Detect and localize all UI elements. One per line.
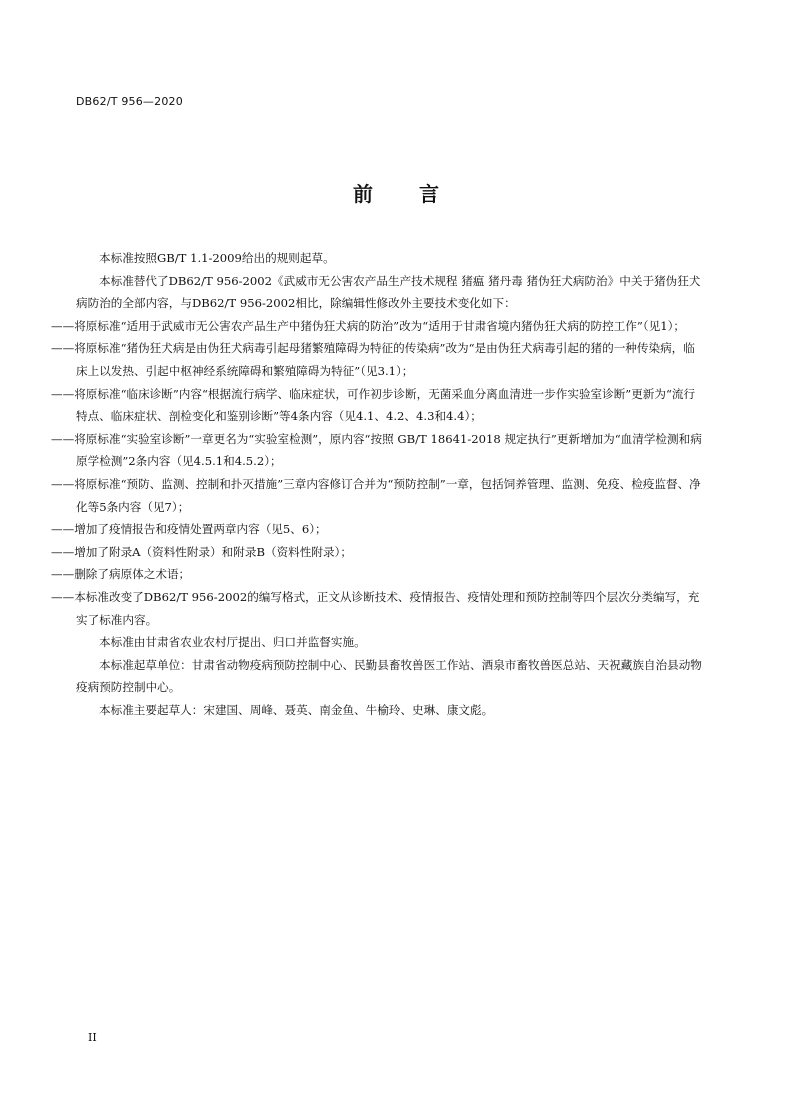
page-number: II bbox=[88, 1031, 97, 1044]
paragraph-drafting-units: 本标准起草单位：甘肃省动物疫病预防控制中心、民勤县畜牧兽医工作站、酒泉市畜牧兽医总站、天祝藏族自治县动物疫病预防控制中心。 bbox=[76, 657, 702, 695]
document-code: DB62/T 956—2020 bbox=[76, 95, 183, 108]
change-item: ——增加了附录A（资料性附录）和附录B（资料性附录）； bbox=[51, 544, 352, 559]
paragraph-replacement: 本标准替代了DB62/T 956-2002《武威市无公害农产品生产技术规程 猪瘟 猪丹毒 猪伪狂犬病防治》中关于猪伪狂犬病防治的全部内容，与DB62/T 956-2002相比，除编辑性修改外主要技术变化如下： bbox=[76, 273, 701, 311]
foreword-body bbox=[51, 247, 702, 721]
change-item: ——将原标准“适用于武威市无公害农产品生产中猪伪狂犬病的防治”改为“适用于甘肃省境内猪伪狂犬病的防控工作”（见1）； bbox=[51, 318, 685, 333]
change-item: ——将原标准“预防、监测、控制和扑灭措施”三章内容修订合并为“预防控制”一章，包括饲养管理、监测、免疫、检疫监督、净化等5条内容（见7）； bbox=[51, 476, 701, 514]
paragraph-drafters: 本标准主要起草人：宋建国、周峰、聂英、南金鱼、牛榆玲、史琳、康文彪。 bbox=[99, 702, 494, 717]
paragraph-proposer: 本标准由甘肃省农业农村厅提出、归口并监督实施。 bbox=[99, 635, 366, 650]
change-item: ——增加了疫情报告和疫情处置两章内容（见5、6）； bbox=[51, 522, 327, 537]
change-item: ——本标准改变了DB62/T 956-2002的编写格式，正文从诊断技术、疫情报告、疫情处理和预防控制等四个层次分类编写，充实了标准内容。 bbox=[51, 589, 700, 627]
paragraph-drafting-rules: 本标准按照GB/T 1.1-2009给出的规则起草。 bbox=[99, 251, 335, 265]
page-title: 前言 bbox=[353, 182, 485, 206]
change-item: ——将原标准“实验室诊断”一章更名为“实验室检测”，原内容“按照 GB/T 18641-2018 规定执行”更新增加为“血清学检测和病原学检测”2条内容（见4.5.1和4.5.2）； bbox=[51, 431, 702, 469]
change-item: ——删除了病原体之术语； bbox=[51, 567, 191, 582]
change-item: ——将原标准“临床诊断”内容“根据流行病学、临床症状，可作初步诊断，无菌采血分离血清进一步作实验室诊断”更新为“流行特点、临床症状、剖检变化和鉴别诊断”等4条内容（见4.1、4.2、4.3和4.4）； bbox=[51, 386, 696, 424]
change-item: ——将原标准“猪伪狂犬病是由伪狂犬病毒引起母猪繁殖障碍为特征的传染病”改为“是由伪狂犬病毒引起的猪的一种传染病，临床上以发热、引起中枢神经系统障碍和繁殖障碍为特征”（见3.1）； bbox=[51, 341, 695, 378]
